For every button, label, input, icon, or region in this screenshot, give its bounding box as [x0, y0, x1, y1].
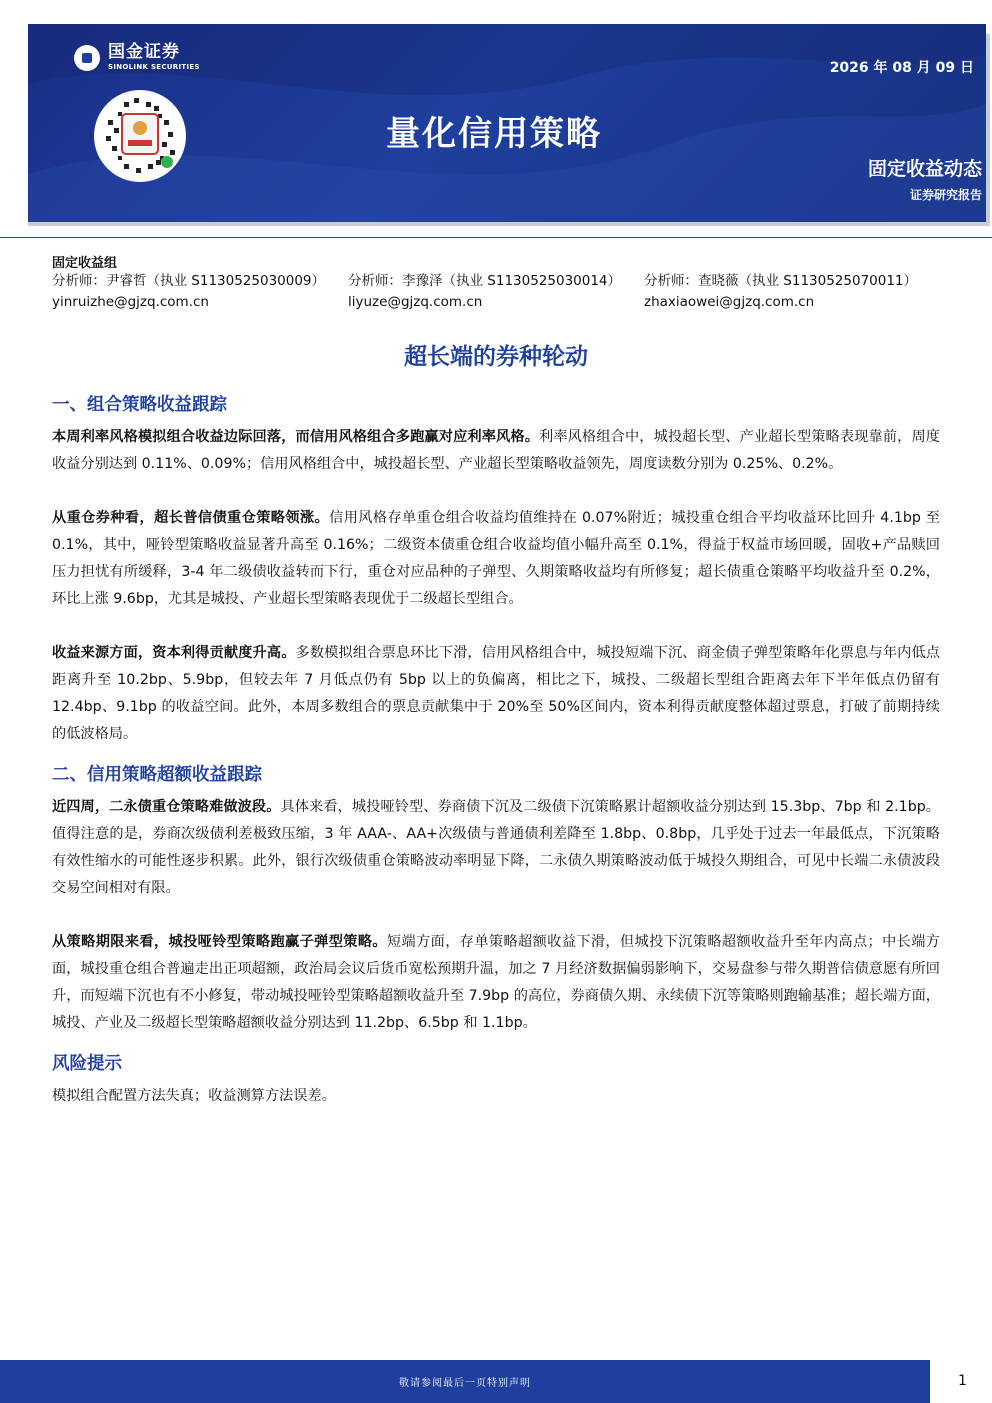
qr-code-icon: [94, 90, 186, 182]
logo-chinese-name: 国金证券: [108, 42, 180, 62]
report-series-title: 量化信用策略: [386, 114, 602, 154]
report-date: 2026 年 08 月 09 日: [829, 60, 974, 76]
analyst-list: [52, 271, 952, 313]
header-divider: [0, 237, 992, 238]
paragraph: [52, 424, 940, 478]
section-heading: 二、信用策略超额收益跟踪: [52, 765, 262, 785]
paragraph-text: 模拟组合配置方法失真；收益测算方法误差。: [52, 1088, 336, 1104]
paragraph-lead: 从重仓券种看，超长普信债重仓策略领涨。: [52, 510, 330, 526]
paragraph-lead: 本周利率风格模拟组合收益边际回落，而信用风格组合多跑赢对应利率风格。: [52, 429, 540, 445]
analyst-email[interactable]: liyuze@gjzq.com.cn: [348, 294, 483, 310]
paragraph: [52, 1083, 940, 1110]
paragraph-text: 信用风格存单重仓组合收益均值维持在 0.07%附近；城投重仓组合平均收益环比回升 4.1bp 至 0.1%，其中，哑铃型策略收益显著升高至 0.16%；二级资本债重仓组合收益均值小幅升高至 0.1%，得益于权益市场回暖，固收+产品赎回压力担忧有所缓释，3-4 年二级债收益转而下行，重仓对应品种的子弹型、久期策略收益均有所修复；超长债重仓策略平均收益升至 0.2%，环比上涨 9.6bp，尤其是城投、产业超长型策略表现优于二级超长型组合。: [52, 510, 940, 607]
paragraph: [52, 929, 940, 1037]
paragraph: [52, 794, 940, 902]
paragraph-text: 短端方面，存单策略超额收益下滑，但城投下沉策略超额收益升至年内高点；中长端方面，城投重仓组合普遍走出正项超额，政治局会议后货币宽松预期升温，加之 7 月经济数据偏弱影响下，交易盘参与带久期普信债意愿有所回升，而短端下沉也有不小修复，带动城投哑铃型策略超额收益升至 7.9bp 的高位，券商债久期、永续债下沉等策略则跑输基准；超长端方面，城投、产业及二级超长型策略超额收益分别达到 11.2bp、6.5bp 和 1.1bp。: [52, 934, 940, 1031]
analyst-info: 分析师：查晓薇（执业 S1130525070011）: [644, 273, 918, 289]
page-number: 1: [958, 1373, 967, 1389]
paragraph-lead: 近四周，二永债重仓策略难做波段。: [52, 799, 281, 815]
analyst-info: 分析师：李豫泽（执业 S1130525030014）: [348, 273, 622, 289]
report-type: 证券研究报告: [909, 188, 982, 202]
analyst-email[interactable]: yinruizhe@gjzq.com.cn: [52, 294, 209, 310]
logo-english-name: SINOLINK SECURITIES: [108, 63, 200, 71]
paragraph: [52, 640, 940, 748]
analyst-info: 分析师：尹睿哲（执业 S1130525030009）: [52, 273, 326, 289]
section-heading: 一、组合策略收益跟踪: [52, 395, 227, 415]
analyst-item: [644, 271, 917, 313]
paragraph-lead: 从策略期限来看，城投哑铃型策略跑赢子弹型策略。: [52, 934, 387, 950]
paragraph-text: 多数模拟组合票息环比下滑，信用风格组合中，城投短端下沉、商金债子弹型策略年化票息与年内低点距离升至 10.2bp、5.9bp，但较去年 7 月低点仍有 5bp 以上的负偏离，相比之下，城投、二级超长型组合距离去年下半年低点仍留有 12.4bp、9.1bp 的收益空间。此外，本周多数组合的票息贡献集中于 20%至 50%区间内，资本利得贡献度整体超过票息，打破了前期持续的低波格局。: [52, 645, 940, 742]
analyst-item: [348, 271, 644, 313]
team-name: 固定收益组: [52, 256, 118, 271]
paragraph-lead: 收益来源方面，资本利得贡献度升高。: [52, 645, 296, 661]
document-title: 超长端的券种轮动: [404, 344, 588, 370]
sinolink-logo-icon: [74, 45, 100, 71]
paragraph-text: 具体来看，城投哑铃型、券商债下沉及二级债下沉策略累计超额收益分别达到 15.3bp、7bp 和 2.1bp。值得注意的是，券商次级债利差极致压缩，3 年 AAA-、AA+次级债与普通债利差降至 1.8bp、0.8bp，几乎处于过去一年最低点，下沉策略有效性缩水的可能性逐步积累。此外，银行次级债重仓策略波动率明显下降，二永债久期策略波动低于城投久期组合，可见中长端二永债波段交易空间相对有限。: [52, 799, 940, 896]
analyst-email[interactable]: zhaxiaowei@gjzq.com.cn: [644, 294, 815, 310]
sinolink-logo: [74, 44, 200, 71]
section-heading: 风险提示: [52, 1054, 122, 1074]
report-body: [52, 392, 940, 1110]
paragraph: [52, 505, 940, 613]
report-banner: [28, 24, 986, 222]
report-category: 固定收益动态: [867, 158, 982, 180]
footer-disclaimer: 敬请参阅最后一页特别声明: [399, 1378, 531, 1389]
banner-bottom-shadow: [28, 222, 990, 226]
analyst-item: [52, 271, 348, 313]
footer-band: [0, 1360, 930, 1403]
paragraph-text: 利率风格组合中，城投超长型、产业超长型策略表现靠前，周度收益分别达到 0.11%、0.09%；信用风格组合中，城投超长型、产业超长型策略收益领先，周度读数分别为 0.25%、0.2%。: [52, 429, 940, 472]
